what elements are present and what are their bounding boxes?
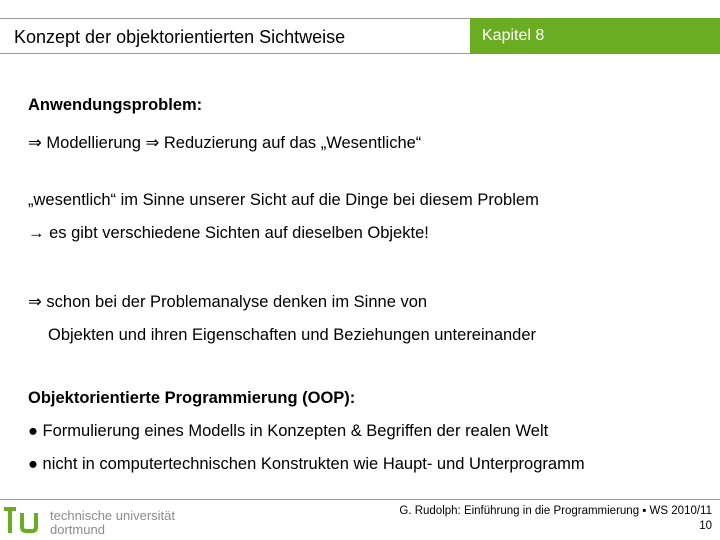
- footer-citation: G. Rudolph: Einführung in die Programmierung ▪ WS 2010/11: [399, 505, 712, 517]
- tu-logo[interactable]: [4, 505, 194, 537]
- logo-text-line2: dortmund: [50, 522, 105, 537]
- header-title-bar: [0, 18, 470, 54]
- heading-anwendungsproblem: Anwendungsproblem:: [28, 96, 203, 114]
- chapter-label: Kapitel 8: [482, 27, 545, 44]
- chapter-bar: [470, 18, 720, 54]
- page-number: 10: [699, 520, 712, 532]
- footer-divider: [0, 499, 720, 500]
- footer-citation-block: [399, 504, 712, 534]
- line-objekten: Objekten und ihren Eigenschaften und Beziehungen untereinander: [48, 326, 537, 344]
- bullet-formulierung: ● Formulierung eines Modells in Konzepten & Begriffen der realen Welt: [28, 422, 549, 440]
- line-sichten: → es gibt verschiedene Sichten auf dieselben Objekte!: [28, 224, 429, 242]
- bullet-computertechnisch: ● nicht in computertechnischen Konstrukten wie Haupt- und Unterprogramm: [28, 455, 585, 473]
- slide-title: Konzept der objektorientierten Sichtweise: [14, 27, 346, 47]
- line-wesentlich: „wesentlich“ im Sinne unserer Sicht auf die Dinge bei diesem Problem: [28, 191, 539, 209]
- heading-oop: Objektorientierte Programmierung (OOP):: [28, 389, 356, 407]
- line-problemanalyse: ⇒ schon bei der Problemanalyse denken im Sinne von: [28, 293, 428, 311]
- logo-text-line1: technische universität: [50, 508, 176, 523]
- line-modellierung: ⇒ Modellierung ⇒ Reduzierung auf das „Wesentliche“: [28, 134, 422, 152]
- tu-logo-icon: [4, 507, 38, 533]
